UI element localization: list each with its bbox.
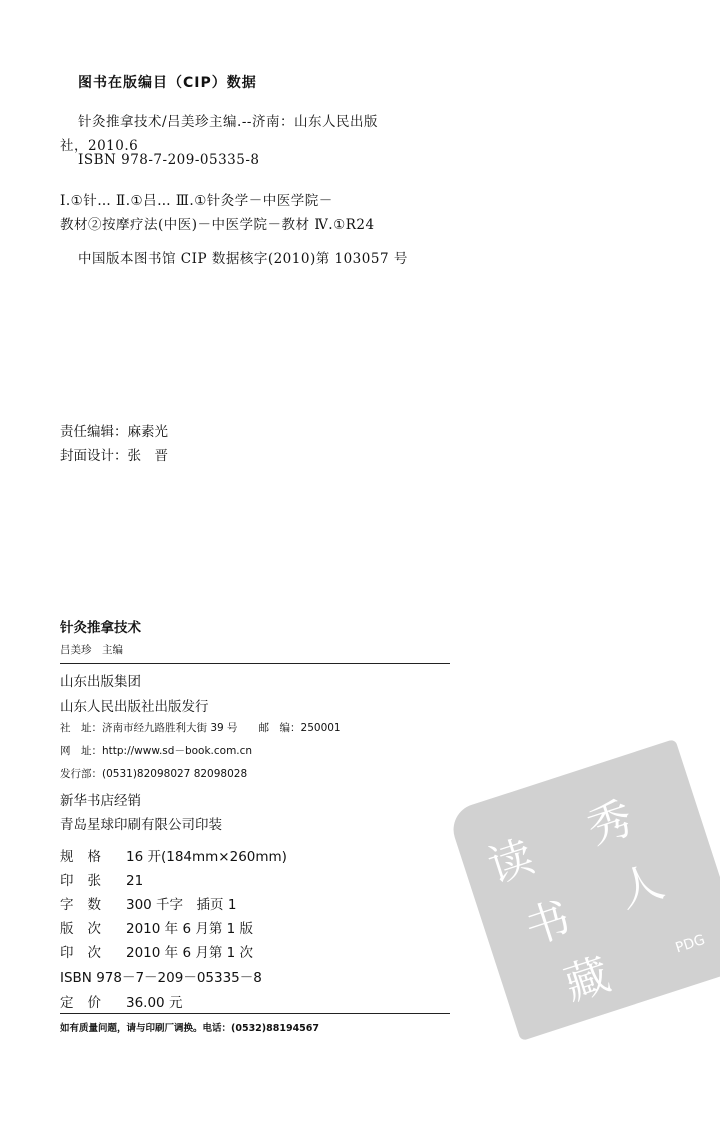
publisher-website: 网 址：http://www.sd－book.com.cn [60,745,253,757]
spec-label: 版次 [60,921,115,937]
price-label: 定价 [60,995,115,1011]
stamp-char: 藏 [558,949,617,1012]
responsible-editor: 责任编辑：麻素光 [60,424,168,440]
spec-value: 2010 年 6 月第 1 次 [126,945,253,961]
cover-design: 封面设计：张 晋 [60,448,168,464]
watermark-stamp [447,739,720,1041]
spec-label: 印张 [60,873,115,889]
spec-row [60,991,182,1011]
spec-value: 21 [126,873,144,889]
distribution-dept: 发行部：(0531)82098027 82098028 [60,768,248,780]
stamp-char: 书 [519,892,577,955]
book-title: 针灸推拿技术 [60,620,141,636]
cip-line-3: ISBN 978-7-209-05335-8 [78,152,260,168]
spec-value: 300 千字 插页 1 [126,897,237,913]
spec-row [60,869,143,889]
stamp-pdg-text: PDG [673,931,708,957]
stamp-char: 秀 [581,792,639,855]
book-author: 吕美珍 主编 [60,644,123,656]
cip-line-6: 中国版本图书馆 CIP 数据核字(2010)第 103057 号 [78,251,408,267]
spec-row [60,893,236,913]
stamp-char: 读 [482,830,540,894]
cip-line-4: Ⅰ.①针… Ⅱ.①吕… Ⅲ.①针灸学－中医学院－ [60,193,333,209]
cip-title: 图书在版编目（CIP）数据 [78,75,257,91]
spec-value: 16 开(184mm×260mm) [126,849,287,865]
seller: 新华书店经销 [60,793,141,809]
publisher: 山东人民出版社出版发行 [60,699,209,715]
spec-row [60,917,253,937]
spec-row [60,845,287,865]
publishing-group: 山东出版集团 [60,674,141,690]
isbn-full: ISBN 978－7－209－05335－8 [60,970,262,986]
divider-bottom [60,1013,450,1014]
spec-row [60,941,253,961]
cip-line-2: 社，2010.6 [60,138,139,154]
price-value: 36.00 元 [126,995,183,1011]
cip-line-1: 针灸推拿技术/吕美珍主编.--济南：山东人民出版 [78,114,378,130]
spec-label: 字数 [60,897,115,913]
cip-line-5: 教材②按摩疗法(中医)－中医学院－教材 Ⅳ.①R24 [60,217,375,233]
stamp-char: 人 [612,855,670,919]
publisher-address: 社 址：济南市经九路胜利大街 39 号 邮 编：250001 [60,722,341,734]
divider-top [60,663,450,664]
printer: 青岛星球印刷有限公司印装 [60,817,222,833]
footer-note: 如有质量问题，请与印刷厂调换。电话：(0532)88194567 [60,1023,320,1034]
spec-value: 2010 年 6 月第 1 版 [126,921,253,937]
spec-label: 印次 [60,945,115,961]
spec-label: 规格 [60,849,115,865]
